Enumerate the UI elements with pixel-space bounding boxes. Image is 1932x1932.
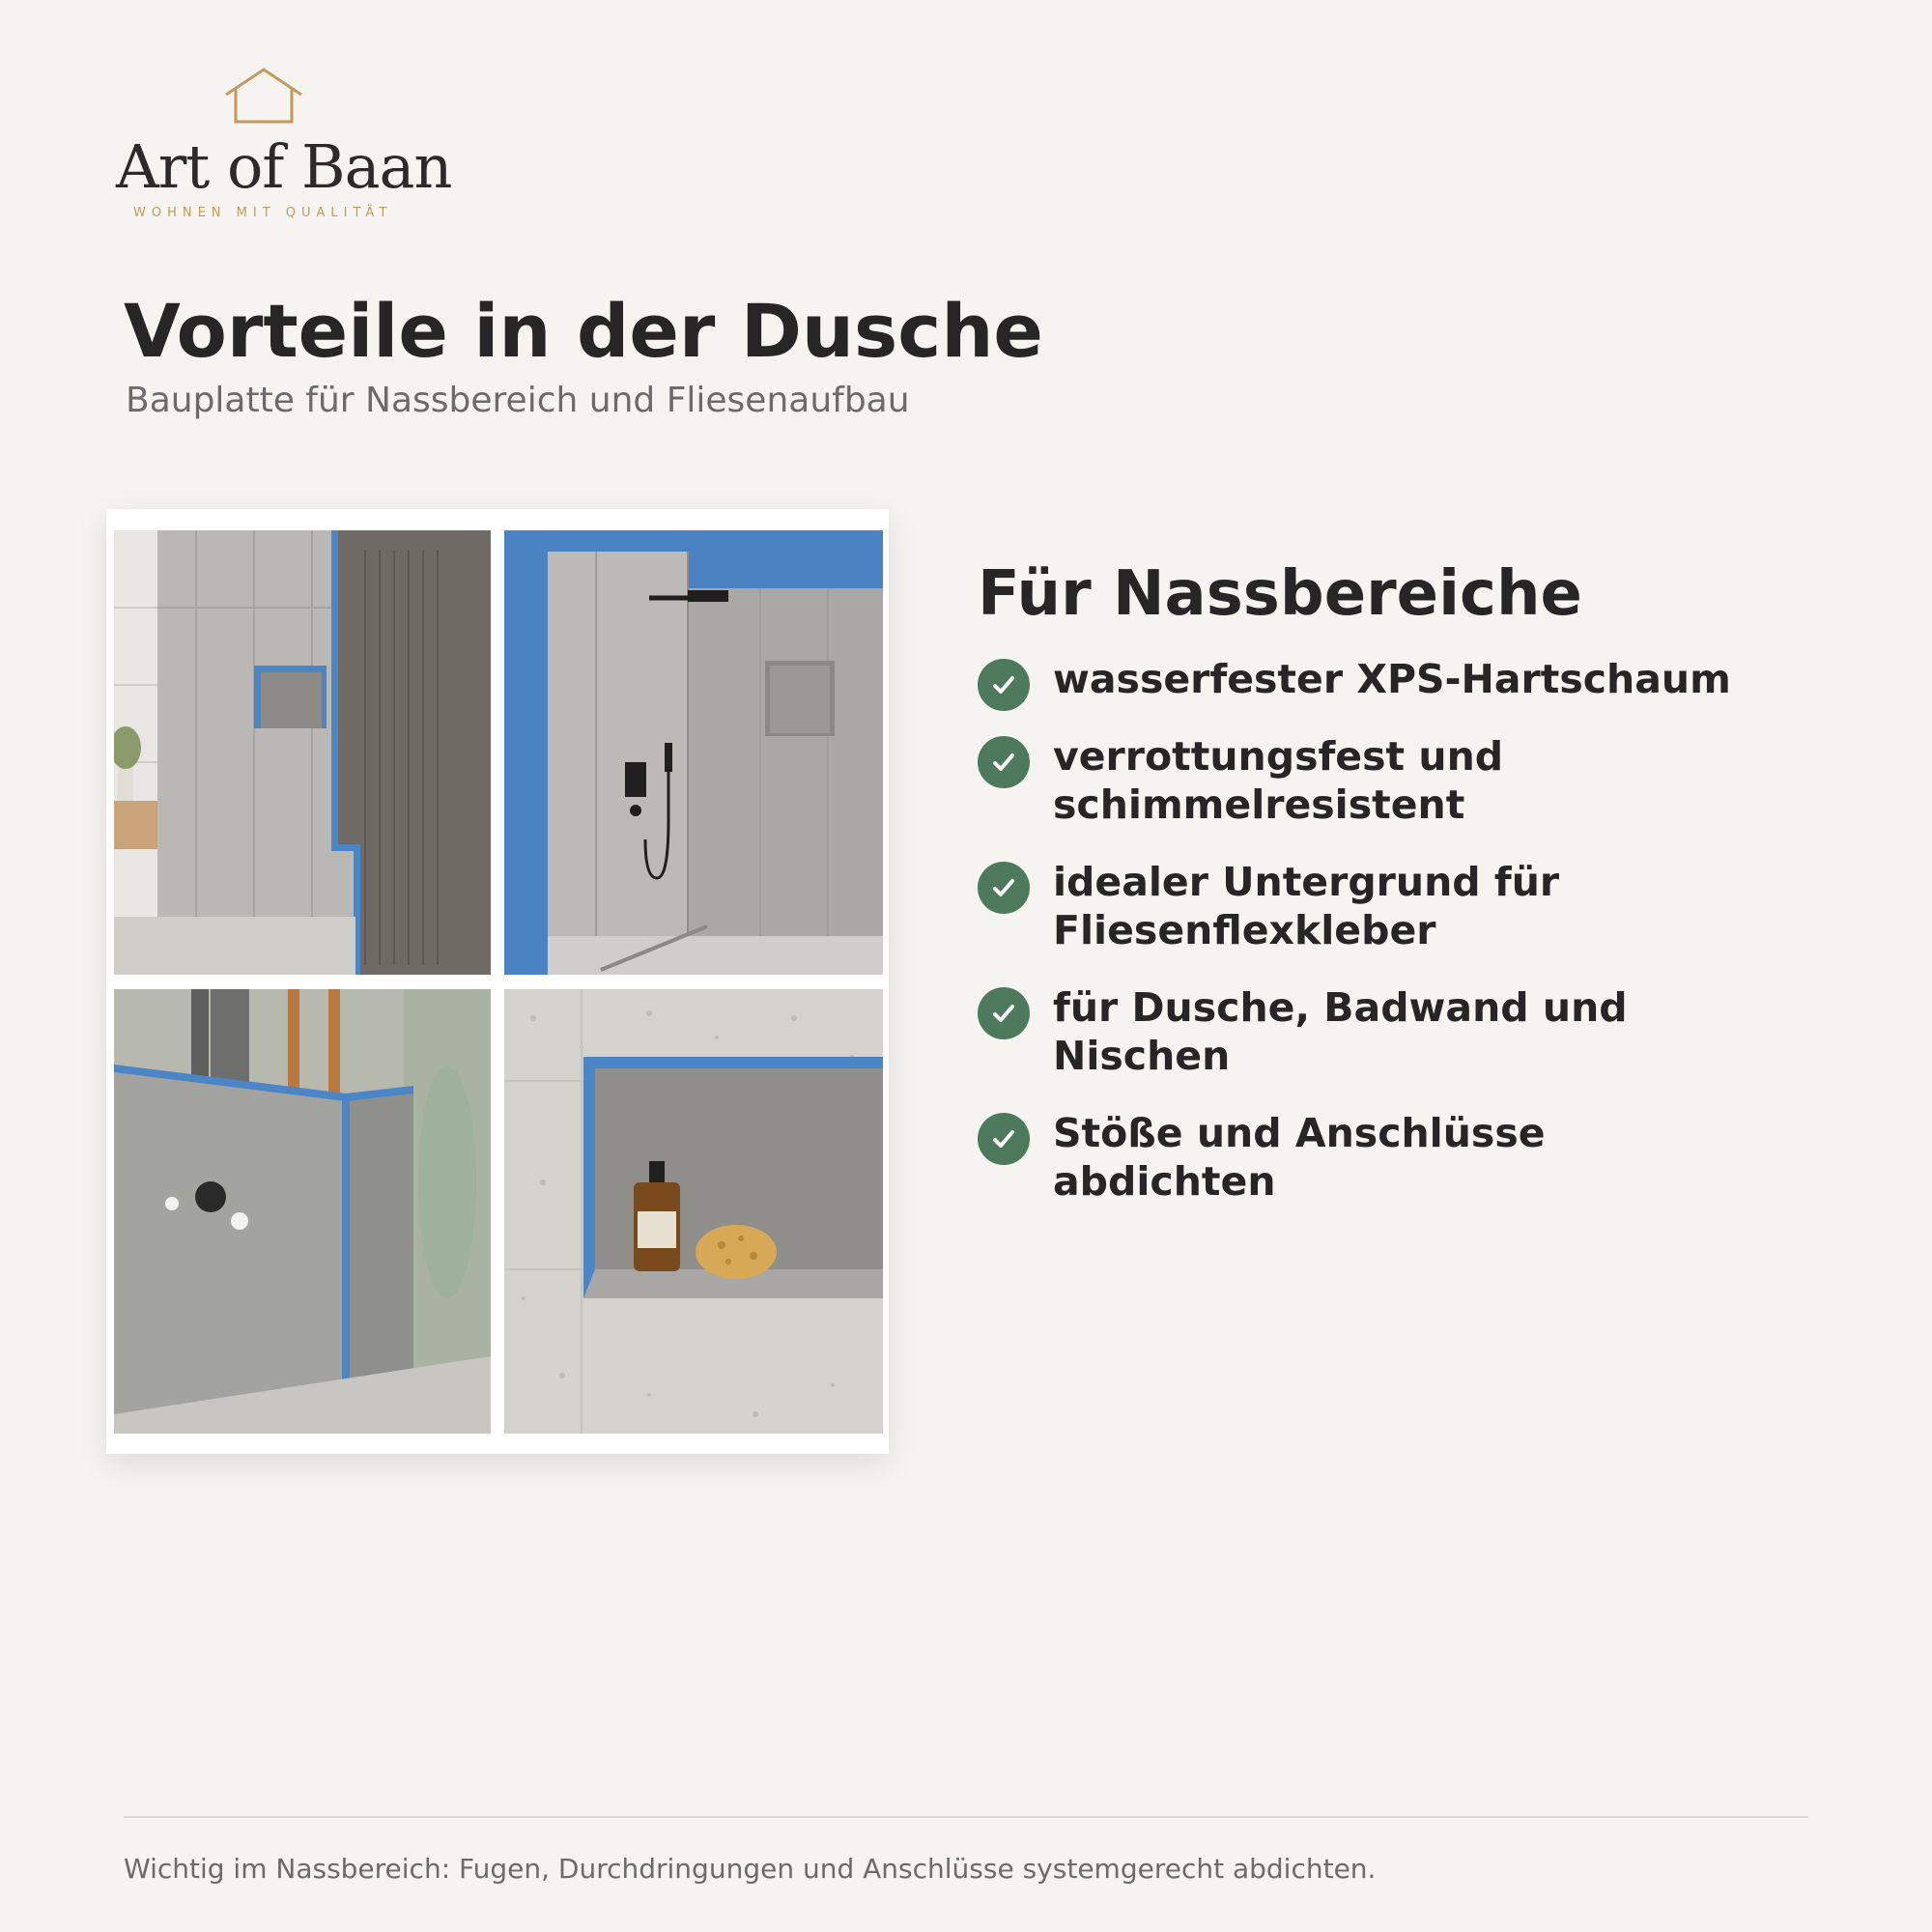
photo-tiled-niche <box>504 989 883 1434</box>
photo-board-wall-niche <box>114 530 491 975</box>
photo-shower-wall <box>504 530 883 975</box>
feature-text: wasserfester XPS-Hartschaum <box>1053 656 1731 702</box>
page-title: Vorteile in der Dusche <box>124 288 1043 374</box>
feature-panel <box>978 558 1847 1235</box>
feature-text: Stöße und Anschlüsse abdichten <box>1053 1110 1546 1205</box>
feature-list <box>978 655 1847 1206</box>
check-icon <box>978 659 1030 711</box>
brand-logo <box>114 66 452 230</box>
check-icon <box>978 736 1030 788</box>
brand-name: Art of Baan <box>116 131 452 202</box>
feature-text: verrottungsfest und schimmelresistent <box>1053 733 1504 828</box>
page-subtitle: Bauplatte für Nassbereich und Fliesenaufbau <box>126 381 910 420</box>
feature-item <box>978 858 1847 954</box>
feature-item <box>978 732 1847 829</box>
footer-divider <box>124 1816 1808 1818</box>
check-icon <box>978 862 1030 914</box>
photo-collage <box>106 509 889 1454</box>
footer-note: Wichtig im Nassbereich: Fugen, Durchdringungen und Anschlüsse systemgerecht abdichten. <box>124 1853 1377 1885</box>
house-icon <box>224 66 303 126</box>
check-icon <box>978 987 1030 1039</box>
feature-item <box>978 655 1847 703</box>
feature-item <box>978 983 1847 1080</box>
check-icon <box>978 1113 1030 1165</box>
feature-item <box>978 1109 1847 1206</box>
feature-text: idealer Untergrund für Fliesenflexkleber <box>1053 859 1560 953</box>
feature-text: für Dusche, Badwand und Nischen <box>1053 984 1628 1079</box>
features-heading: Für Nassbereiche <box>978 558 1582 630</box>
brand-tagline: WOHNEN MIT QUALITÄT <box>133 206 393 220</box>
photo-pipe-cladding <box>114 989 491 1434</box>
